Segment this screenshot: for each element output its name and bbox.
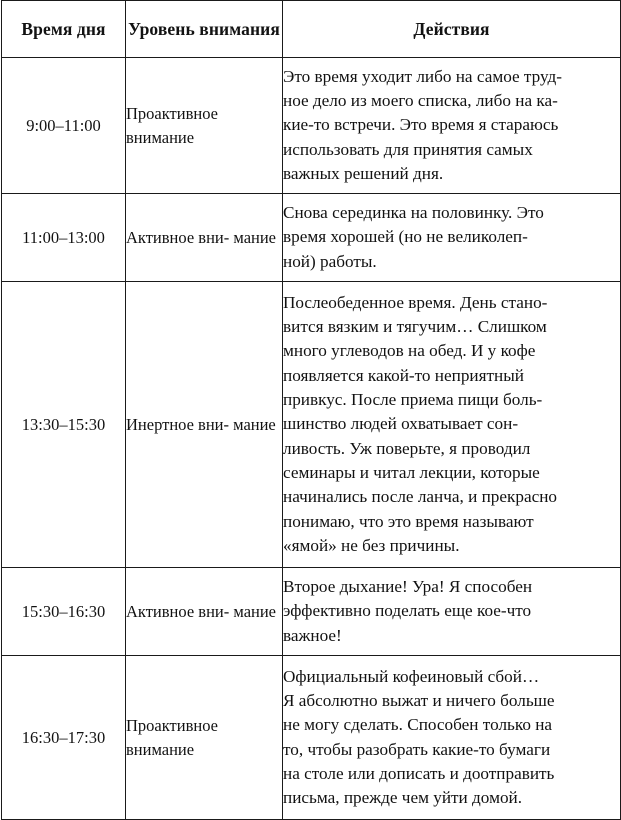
actions-line: ливость. Уж поверьте, я проводил xyxy=(283,438,531,458)
attention-level-line2: мание xyxy=(233,414,276,434)
actions-line: важных решений дня. xyxy=(283,163,444,183)
actions-line: Официальный кофеиновый сбой… xyxy=(283,666,540,686)
cell-attention-level xyxy=(126,568,283,656)
actions-line: не могу сделать. Способен только на xyxy=(283,715,553,735)
actions-paragraph xyxy=(283,201,620,274)
actions-line: кие-то встречи. Это время я стараюсь xyxy=(283,115,559,135)
actions-line: вится вязким и тягучим… Слишком xyxy=(283,317,547,337)
actions-line: Послеобеденное время. День стано- xyxy=(283,292,548,312)
column-header-attention-level-line1: Уровень xyxy=(128,18,195,39)
actions-paragraph xyxy=(283,65,620,187)
column-header-actions xyxy=(283,1,621,58)
attention-level-line2: мание xyxy=(233,227,276,247)
cell-time xyxy=(2,282,126,568)
time-range-value: 13:30–15:30 xyxy=(21,414,106,434)
actions-line: эффективно поделать еще кое-что xyxy=(283,601,532,621)
column-header-attention-level-line2: внимания xyxy=(199,18,280,39)
actions-line: начинались после ланча, и прекрасно xyxy=(283,487,558,507)
actions-line: много углеводов на обед. И у кофе xyxy=(283,341,536,361)
cell-time xyxy=(2,194,126,282)
cell-actions xyxy=(283,656,621,820)
table-row xyxy=(2,568,621,656)
actions-line: то, чтобы разобрать какие-то бумаги xyxy=(283,739,551,759)
time-range-value: 15:30–16:30 xyxy=(21,601,106,621)
cell-time xyxy=(2,58,126,194)
table-row xyxy=(2,194,621,282)
actions-paragraph xyxy=(283,291,620,559)
actions-paragraph xyxy=(283,575,620,648)
schedule-table xyxy=(1,0,621,820)
table-row xyxy=(2,282,621,568)
actions-line: на столе или дописать и доотправить xyxy=(283,763,555,783)
cell-attention-level xyxy=(126,58,283,194)
actions-line: шинство людей охватывает сон- xyxy=(283,414,519,434)
actions-line: ной) работы. xyxy=(283,251,377,271)
column-header-time-label: Время дня xyxy=(21,18,106,39)
cell-attention-level xyxy=(126,656,283,820)
attention-level-line1: Активное вни- xyxy=(126,227,230,247)
column-header-actions-label: Действия xyxy=(413,18,490,39)
column-header-time xyxy=(2,1,126,58)
cell-actions xyxy=(283,194,621,282)
cell-attention-level xyxy=(126,282,283,568)
table-header xyxy=(2,1,621,58)
column-header-attention-level xyxy=(126,1,283,58)
actions-line: письма, прежде чем уйти домой. xyxy=(283,788,523,808)
actions-line: время хорошей (но не великолеп- xyxy=(283,227,528,247)
header-row xyxy=(2,1,621,58)
cell-actions xyxy=(283,282,621,568)
attention-level-line2: внимание xyxy=(126,739,195,759)
cell-time xyxy=(2,568,126,656)
attention-level-line2: внимание xyxy=(126,127,195,147)
actions-line: Второе дыхание! Ура! Я способен xyxy=(283,577,533,596)
attention-level-line1: Активное вни- xyxy=(126,601,230,621)
cell-actions xyxy=(283,58,621,194)
cell-actions xyxy=(283,568,621,656)
actions-line: понимаю, что это время называют xyxy=(283,511,534,531)
actions-line: важное! xyxy=(283,625,342,645)
time-range-value: 16:30–17:30 xyxy=(21,727,106,747)
actions-paragraph xyxy=(283,665,620,811)
actions-line: семинары и читал лекции, которые xyxy=(283,462,540,482)
attention-level-line1: Проактивное xyxy=(126,716,218,736)
attention-level-line2: мание xyxy=(233,601,276,621)
cell-attention-level xyxy=(126,194,283,282)
time-range-value: 9:00–11:00 xyxy=(26,115,101,135)
actions-line: использовать для принятия самых xyxy=(283,139,533,159)
table-body xyxy=(2,58,621,820)
table-row xyxy=(2,58,621,194)
time-range-value: 11:00–13:00 xyxy=(22,227,105,247)
actions-line: Я абсолютно выжат и ничего больше xyxy=(283,690,555,710)
attention-level-line1: Проактивное xyxy=(126,104,218,124)
actions-line: ное дело из моего списка, либо на ка- xyxy=(283,91,558,110)
actions-line: привкус. После приема пищи боль- xyxy=(283,390,543,409)
cell-time xyxy=(2,656,126,820)
actions-line: появляется какой-то неприятный xyxy=(283,365,524,385)
actions-line: Снова серединка на половинку. Это xyxy=(283,203,544,222)
table-row xyxy=(2,656,621,820)
attention-level-line1: Инертное вни- xyxy=(126,414,229,434)
actions-line: Это время уходит либо на самое труд- xyxy=(283,66,562,86)
actions-line: «ямой» не без причины. xyxy=(283,535,460,555)
